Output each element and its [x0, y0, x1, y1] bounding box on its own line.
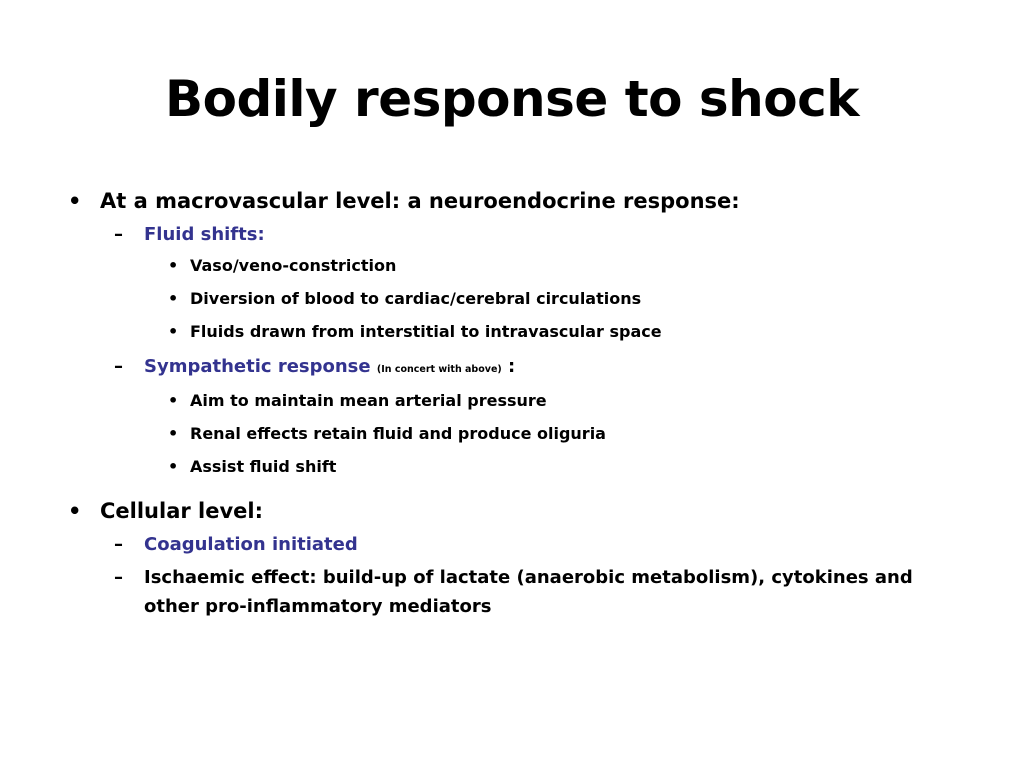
dash-icon: – [114, 567, 123, 588]
subbullet-label: Fluid shifts: [144, 224, 265, 245]
subbullet-sympathetic-response [62, 352, 962, 384]
list-item [62, 282, 962, 315]
list-item-text: Vaso/veno-constriction [190, 256, 397, 275]
list-item-text: Renal effects retain fluid and produce oliguria [190, 424, 606, 443]
subbullet-label: Sympathetic response [144, 356, 371, 377]
bullet-dot-icon: • [68, 499, 82, 523]
slide-title: Bodily response to shock [165, 70, 859, 128]
bullet-text: At a macrovascular level: a neuroendocrine response: [100, 189, 740, 213]
list-item-text: Diversion of blood to cardiac/cerebral circulations [190, 289, 642, 308]
subbullet-label: Ischaemic effect: build-up of lactate (anaerobic metabolism), cytokines and other pro-inflammatory mediators [144, 567, 913, 617]
bullet-text: Cellular level: [100, 499, 264, 523]
list-item-text: Assist fluid shift [190, 457, 337, 476]
bullet-dot-icon: • [168, 289, 179, 308]
bullet-cellular-level [62, 496, 962, 526]
bullet-dot-icon: • [168, 256, 179, 275]
subbullet-ischaemic-effect [62, 563, 962, 621]
bullet-dot-icon: • [168, 424, 179, 443]
slide-content [62, 186, 962, 621]
list-item-text: Fluids drawn from interstitial to intravascular space [190, 322, 662, 341]
subbullet-note: (In concert with above) [376, 364, 502, 375]
subbullet-coagulation [62, 530, 962, 559]
bullet-dot-icon: • [168, 391, 179, 410]
list-item [62, 315, 962, 348]
list-item [62, 384, 962, 417]
bullet-dot-icon: • [68, 189, 82, 213]
list-item [62, 450, 962, 483]
list-item [62, 249, 962, 282]
bullet-macrovascular [62, 186, 962, 216]
list-item [62, 417, 962, 450]
subbullet-suffix: : [508, 356, 516, 377]
list-item-text: Aim to maintain mean arterial pressure [190, 391, 547, 410]
dash-icon: – [114, 534, 123, 555]
subbullet-label: Coagulation initiated [144, 534, 358, 555]
subbullet-fluid-shifts [62, 220, 962, 249]
bullet-dot-icon: • [168, 322, 179, 341]
dash-icon: – [114, 224, 123, 245]
dash-icon: – [114, 356, 123, 377]
bullet-dot-icon: • [168, 457, 179, 476]
